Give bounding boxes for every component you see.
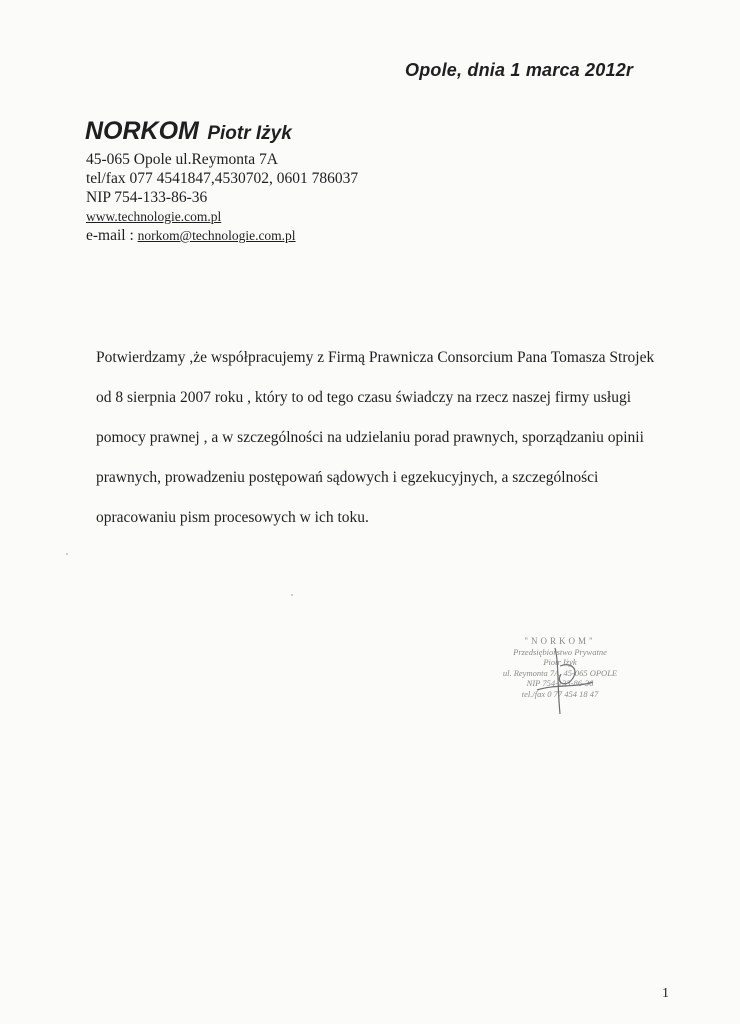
handwritten-signature	[515, 644, 605, 719]
scan-speck	[291, 594, 293, 596]
stamp-line-6: tel./fax 0 77 454 18 47	[521, 688, 599, 699]
stamp-line-4: ul. Reymonta 7A, 45-065 OPOLE	[502, 667, 618, 678]
company-email-line	[86, 226, 466, 245]
company-email: norkom@technologie.com.pl	[137, 228, 296, 243]
letter-paragraph: Potwierdzamy ,że współpracujemy z Firmą Prawnicza Consorcium Pana Tomasza Strojek od 8 sierpnia 2007 roku , który to od tego czasu świadczy na rzecz naszej firmy usługi pomocy prawnej , a w szczególności na udzielaniu porad prawnych, sporządzaniu opinii prawnych, prowadzeniu postępowań sądowych i egzekucyjnych, a szczególności opracowaniu pism procesowych w ich toku.	[96, 349, 655, 526]
company-owner: Piotr Iżyk	[207, 123, 292, 144]
company-address: 45-065 Opole ul.Reymonta 7A	[86, 151, 279, 168]
stamp-line-1: "NORKOM"	[524, 636, 596, 646]
company-nip: NIP 754-133-86-36	[86, 189, 208, 206]
company-address-block	[86, 150, 466, 245]
company-name	[85, 117, 292, 146]
company-stamp	[485, 636, 635, 716]
letter-body	[96, 338, 656, 538]
stamp-line-3: Piotr Iżyk	[543, 657, 577, 667]
stamp-line-5: NIP 754-133-86-36	[526, 678, 594, 688]
company-phone: tel/fax 077 4541847,4530702, 0601 786037	[86, 170, 359, 187]
scan-speck	[66, 553, 68, 555]
company-website: www.technologie.com.pl	[86, 209, 222, 224]
document-date: Opole, dnia 1 marca 2012r	[405, 60, 634, 80]
company-brand: NORKOM	[85, 117, 199, 145]
stamp-line-2: Przedsiębiorstwo Prywatne	[513, 646, 607, 657]
page-number: 1	[662, 986, 669, 1001]
email-label: e-mail :	[86, 227, 138, 244]
